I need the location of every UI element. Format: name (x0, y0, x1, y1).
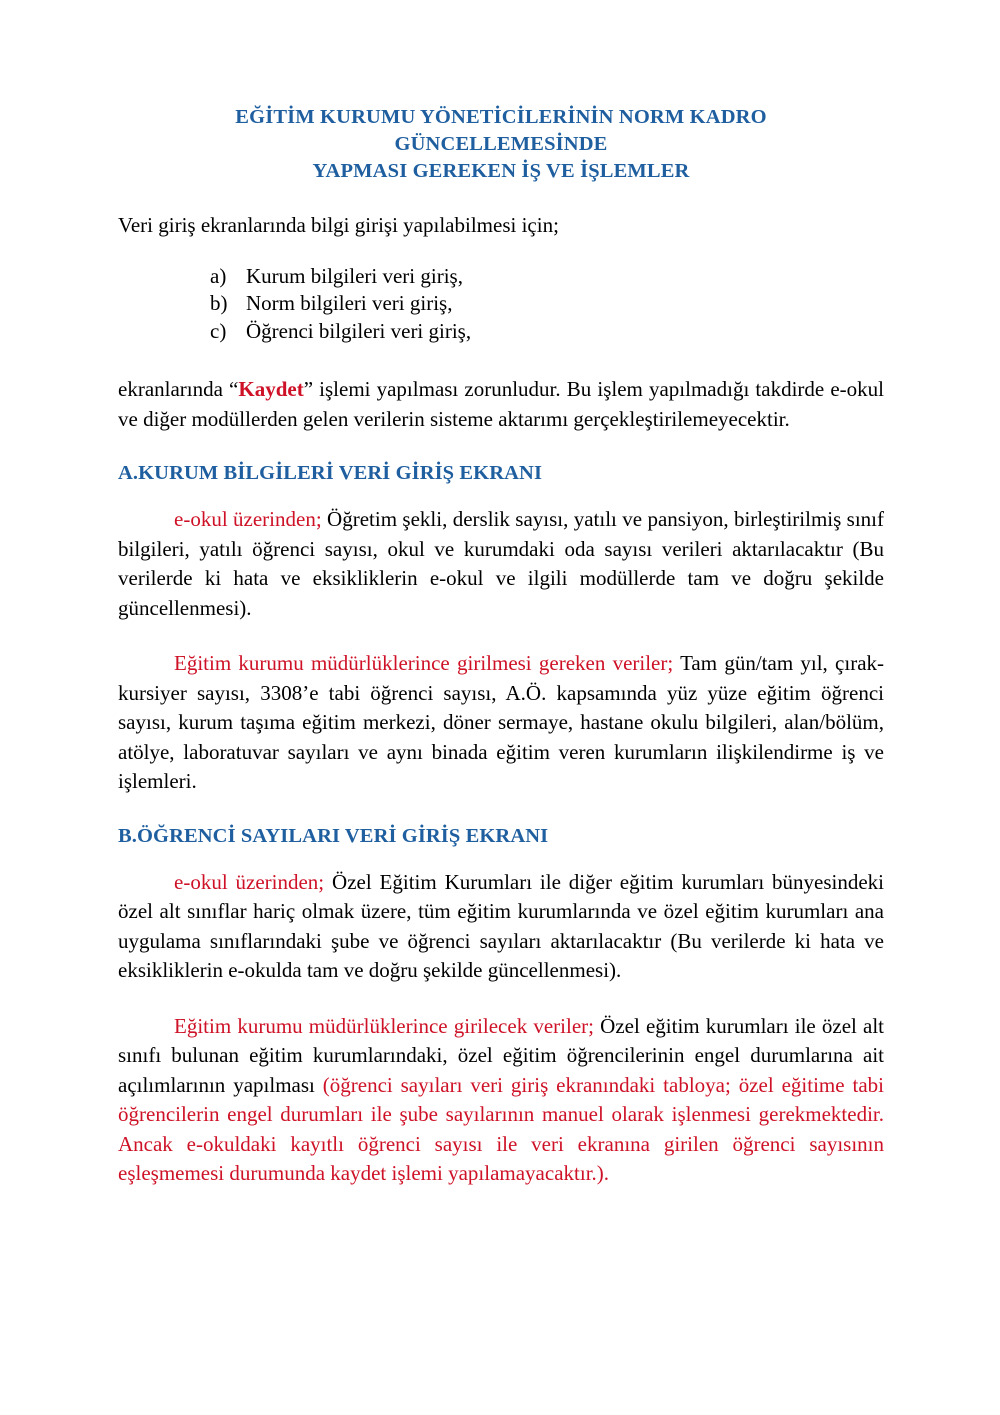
spacer (118, 241, 884, 263)
section-a-paragraph-2-body: Tam gün/tam yıl, çırak-kursiyer sayısı, 3308’e tabi öğrenci sayısı, A.Ö. kapsamında yüz yüze eğitim öğrenci sayısı, kurum taşıma eğitim merkezi, döner sermaye, hastane okulu bilgileri, alan/bölüm, atölye, laboratuvar sayıları ve aynı binada eğitim veren kurumların ilişkilendirme iş ve işlemleri. (118, 651, 885, 793)
list-item-marker: c) (210, 318, 227, 343)
section-b-paragraph-2 (118, 1012, 884, 1189)
section-b-paragraph-2-trailing: (öğrenci sayıları veri giriş ekranındaki tabloya; özel eğitime tabi öğrencilerin engel durumları ile şube sayılarının manuel olarak işlenmesi gerekmektedir. Ancak e-okuldaki kayıtlı öğrenci sayısı ile veri ekranına girilen öğrenci sayısının eşleşmemesi durumunda kaydet işlemi yapılamayacaktır.). (118, 1072, 884, 1185)
list-item-label: Norm bilgileri veri giriş, (246, 291, 453, 315)
spacer (118, 797, 884, 823)
spacer (118, 623, 884, 649)
section-heading-b: B.ÖĞRENCİ SAYILARI VERİ GİRİŞ EKRANI (118, 824, 549, 847)
list-item-marker: b) (210, 291, 228, 315)
section-heading-a: A.KURUM BİLGİLERİ VERİ GİRİŞ EKRANI (118, 462, 543, 484)
kaydet-emphasis: Kaydet (238, 377, 304, 401)
section-a-paragraph-2-lead: Eğitim kurumu müdürlüklerince girilmesi gereken veriler; (174, 651, 674, 675)
section-a-paragraph-1 (118, 505, 884, 623)
list-item (210, 263, 884, 291)
section-b-paragraph-1 (118, 868, 884, 986)
kaydet-paragraph (118, 375, 884, 434)
section-b-paragraph-1-body: Özel Eğitim Kurumları ile diğer eğitim kurumları bünyesindeki özel alt sınıflar hariç olmak üzere, tüm eğitim kurumlarında ve özel eğitim kurumları ana uygulama sınıflarındaki şube ve öğrenci sayıları aktarılacaktır (Bu verilerde ki hata ve eksikliklerin e-okulda tam ve doğru şekilde güncellenmesi). (118, 869, 885, 982)
data-entry-screen-list (118, 263, 884, 346)
list-item-label: Öğrenci bilgileri veri giriş, (246, 318, 472, 343)
spacer (118, 345, 884, 375)
list-item-marker: a) (210, 263, 227, 288)
spacer (118, 986, 884, 1012)
page-title-line-1: EĞİTİM KURUMU YÖNETİCİLERİNİN NORM KADRO GÜNCELLEMESİNDE (235, 106, 767, 155)
section-b-paragraph-2-lead: Eğitim kurumu müdürlüklerince girilecek veriler; (174, 1013, 594, 1038)
spacer (118, 189, 884, 211)
list-item (210, 318, 884, 346)
section-b-paragraph-2-body: Özel eğitim kurumları ile özel alt sınıfı bulunan eğitim kurumlarındaki, özel eğitim öğrencilerinin engel durumlarına ait açılımlarının yapılması (118, 1013, 884, 1097)
spacer (118, 434, 884, 460)
spacer (118, 487, 884, 505)
list-item (210, 290, 884, 318)
section-b-paragraph-1-lead: e-okul üzerinden; (174, 869, 325, 894)
kaydet-paragraph-before: ekranlarında “ (118, 377, 239, 401)
section-a-paragraph-1-body: Öğretim şekli, derslik sayısı, yatılı ve pansiyon, birleştirilmiş sınıf bilgileri, yatılı öğrenci sayısı, okul ve kurumdaki oda sayısı verileri aktarılacaktır (Bu verilerde ki hata ve eksikliklerin e-okul ve ilgili modüllerde tam ve doğru şekilde güncellenmesi). (118, 507, 884, 620)
page-title (118, 104, 884, 185)
intro-paragraph: Veri giriş ekranlarında bilgi girişi yapılabilmesi için; (118, 213, 559, 237)
kaydet-paragraph-after: ” işlemi yapılması zorunludur. Bu işlem yapılmadığı takdirde e-okul ve diğer modüllerden gelen verilerin sisteme aktarımı gerçekleştirilemeyecektir. (118, 377, 884, 431)
document-content (118, 104, 884, 1189)
list-item-label: Kurum bilgileri veri giriş, (246, 263, 463, 288)
section-a-paragraph-2 (118, 649, 884, 797)
section-a-paragraph-1-lead: e-okul üzerinden; (174, 507, 322, 531)
spacer (118, 850, 884, 868)
page-title-line-2: YAPMASI GEREKEN İŞ VE İŞLEMLER (312, 160, 690, 182)
